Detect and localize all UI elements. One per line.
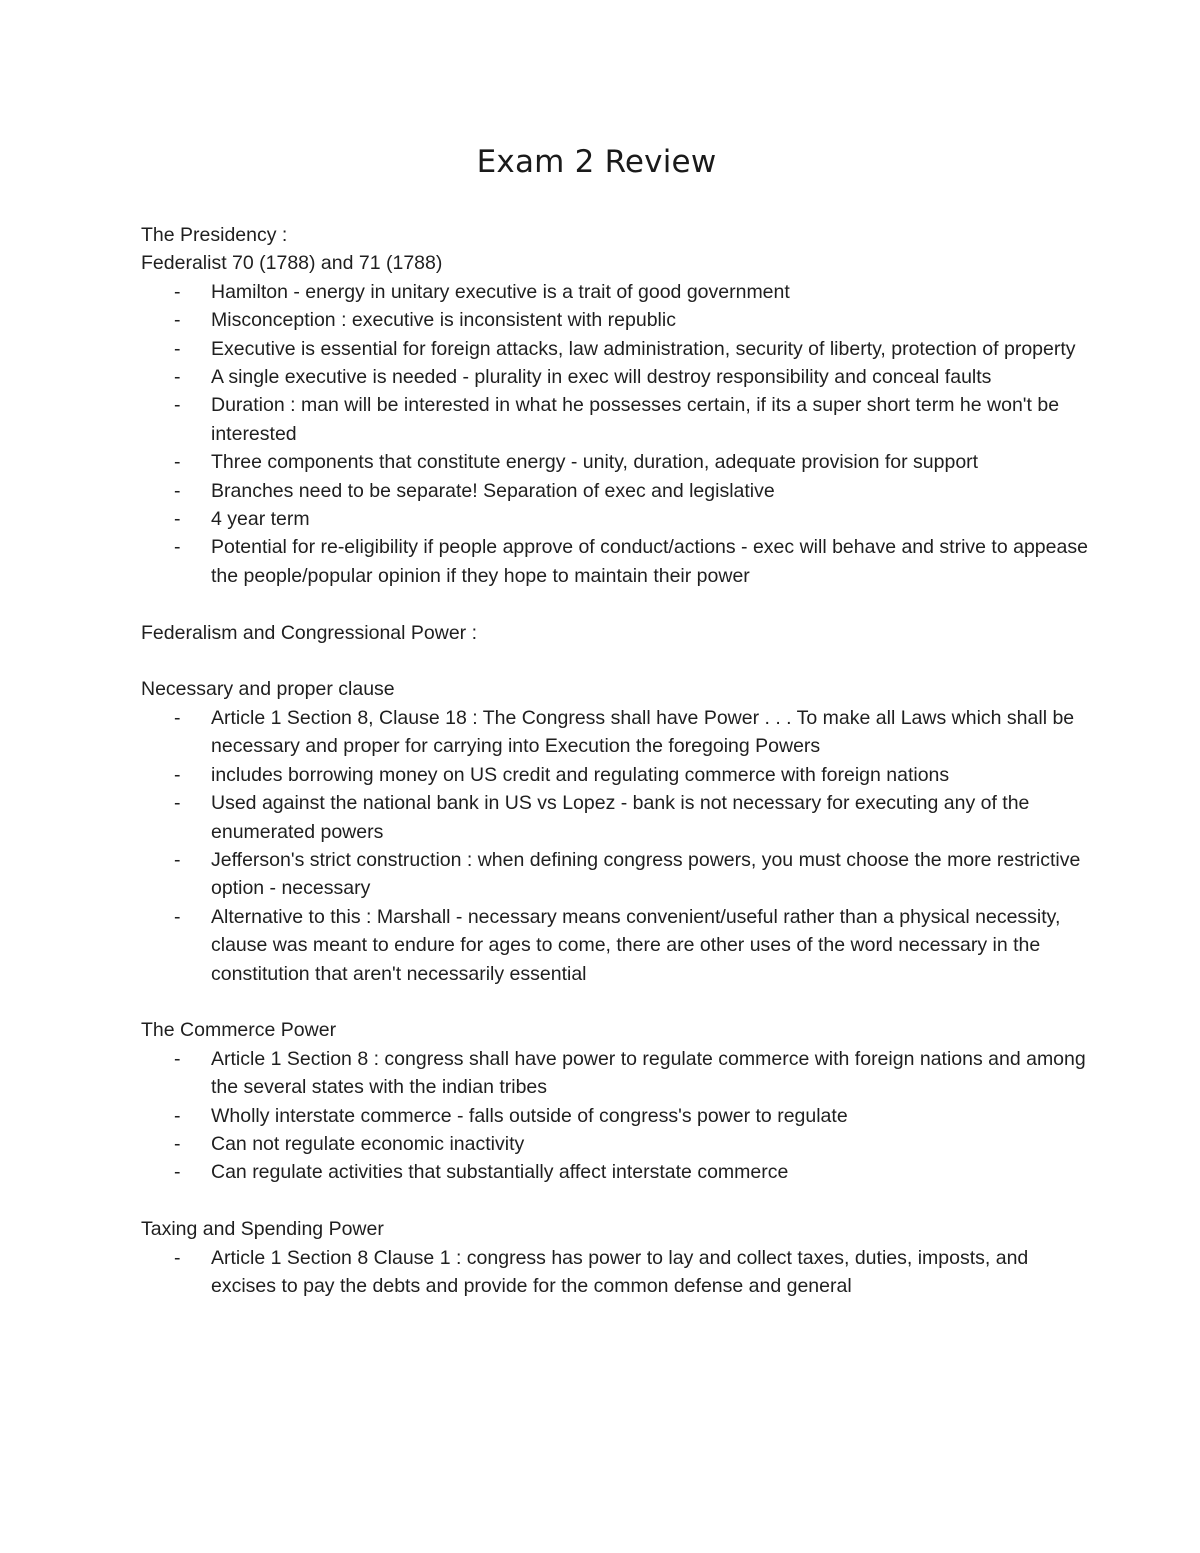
bullet-dash: - — [174, 394, 181, 417]
list-item-text: Alternative to this : Marshall - necessary means convenient/useful rather than a physical necessity, clause was meant to endure for ages to come, there are other uses of the word necessary in the constitution that aren't necessarily essential — [211, 905, 1061, 985]
list-item-text: Can not regulate economic inactivity — [211, 1132, 525, 1155]
list-item — [141, 846, 1091, 903]
list-item-text: Article 1 Section 8, Clause 18 : The Congress shall have Power . . . To make all Laws which shall be necessary and proper for carrying into Execution the foregoing Powers — [211, 706, 1075, 758]
bullet-dash: - — [174, 366, 181, 389]
spacer — [141, 988, 1091, 1016]
list-item-text: Branches need to be separate! Separation of exec and legislative — [211, 479, 775, 502]
spacer — [141, 647, 1091, 675]
list-item-text: Article 1 Section 8 Clause 1 : congress has power to lay and collect taxes, duties, imposts, and excises to pay the debts and provide for the common defense and general — [211, 1246, 1029, 1297]
list-item — [141, 278, 1091, 306]
section-heading: The Presidency : — [141, 224, 288, 246]
list-item — [141, 761, 1091, 789]
list-item — [141, 533, 1091, 590]
section-heading: Federalism and Congressional Power : — [141, 621, 477, 644]
list-item-text: Executive is essential for foreign attacks, law administration, security of liberty, protection of property — [211, 337, 1076, 360]
bullet-list — [141, 278, 1091, 590]
section-heading: Taxing and Spending Power — [141, 1218, 384, 1241]
list-item-text: Jefferson's strict construction : when defining congress powers, you must choose the more restrictive option - necessary — [211, 848, 1081, 900]
list-item — [141, 448, 1091, 476]
bullet-dash: - — [174, 1047, 181, 1070]
list-item-text: A single executive is needed - plurality in exec will destroy responsibility and conceal faults — [211, 366, 992, 389]
bullet-dash: - — [174, 1132, 181, 1155]
list-item — [141, 335, 1091, 363]
list-item — [141, 306, 1091, 334]
section-presidency — [141, 221, 1091, 590]
list-item-text: Potential for re-eligibility if people approve of conduct/actions - exec will behave and strive to appease the people/popular opinion if they hope to maintain their power — [211, 536, 1088, 587]
bullet-list — [141, 1244, 1091, 1301]
list-item — [141, 789, 1091, 846]
bullet-dash: - — [174, 905, 181, 928]
list-item-text: Three components that constitute energy - unity, duration, adequate provision for support — [211, 451, 979, 474]
list-item — [141, 391, 1091, 448]
bullet-dash: - — [174, 792, 181, 815]
bullet-dash: - — [174, 508, 181, 531]
list-item-text: Used against the national bank in US vs Lopez - bank is not necessary for executing any of the enumerated powers — [211, 792, 1030, 843]
spacer — [141, 590, 1091, 618]
list-item — [141, 704, 1091, 761]
list-item — [141, 505, 1091, 533]
section-federalism — [141, 619, 1091, 647]
bullet-dash: - — [174, 848, 181, 871]
list-item-text: Hamilton - energy in unitary executive is a trait of good government — [211, 280, 790, 303]
page-title: Exam 2 Review — [476, 144, 717, 180]
list-item — [141, 1130, 1091, 1158]
bullet-dash: - — [174, 536, 181, 559]
list-item — [141, 1244, 1091, 1301]
section-heading: The Commerce Power — [141, 1019, 337, 1042]
list-item — [141, 477, 1091, 505]
document-body — [141, 221, 1091, 1300]
list-item-text: includes borrowing money on US credit and regulating commerce with foreign nations — [211, 763, 950, 786]
section-taxing-spending — [141, 1215, 1091, 1300]
bullet-list — [141, 1045, 1091, 1187]
list-item — [141, 363, 1091, 391]
list-item-text: 4 year term — [211, 508, 310, 531]
list-item — [141, 1158, 1091, 1186]
section-commerce-power — [141, 1016, 1091, 1186]
bullet-dash: - — [174, 337, 181, 360]
bullet-dash: - — [174, 479, 181, 502]
bullet-dash: - — [174, 1104, 181, 1127]
bullet-list — [141, 704, 1091, 988]
bullet-dash: - — [174, 309, 181, 332]
list-item — [141, 1045, 1091, 1102]
bullet-dash: - — [174, 706, 181, 729]
bullet-dash: - — [174, 1246, 181, 1269]
spacer — [141, 1187, 1091, 1215]
list-item-text: Misconception : executive is inconsistent with republic — [211, 309, 676, 332]
list-item-text: Wholly interstate commerce - falls outside of congress's power to regulate — [211, 1104, 848, 1127]
section-necessary-proper — [141, 675, 1091, 987]
bullet-dash: - — [174, 451, 181, 474]
bullet-dash: - — [174, 1161, 181, 1184]
list-item-text: Duration : man will be interested in what he possesses certain, if its a super short term he won't be interested — [211, 394, 1060, 445]
list-item — [141, 903, 1091, 988]
bullet-dash: - — [174, 763, 181, 786]
list-item-text: Article 1 Section 8 : congress shall have power to regulate commerce with foreign nations and among the several states with the indian tribes — [211, 1047, 1086, 1099]
list-item-text: Can regulate activities that substantially affect interstate commerce — [211, 1161, 789, 1184]
bullet-dash: - — [174, 280, 181, 303]
list-item — [141, 1102, 1091, 1130]
section-subheading: Federalist 70 (1788) and 71 (1788) — [141, 252, 443, 275]
section-heading: Necessary and proper clause — [141, 678, 395, 701]
